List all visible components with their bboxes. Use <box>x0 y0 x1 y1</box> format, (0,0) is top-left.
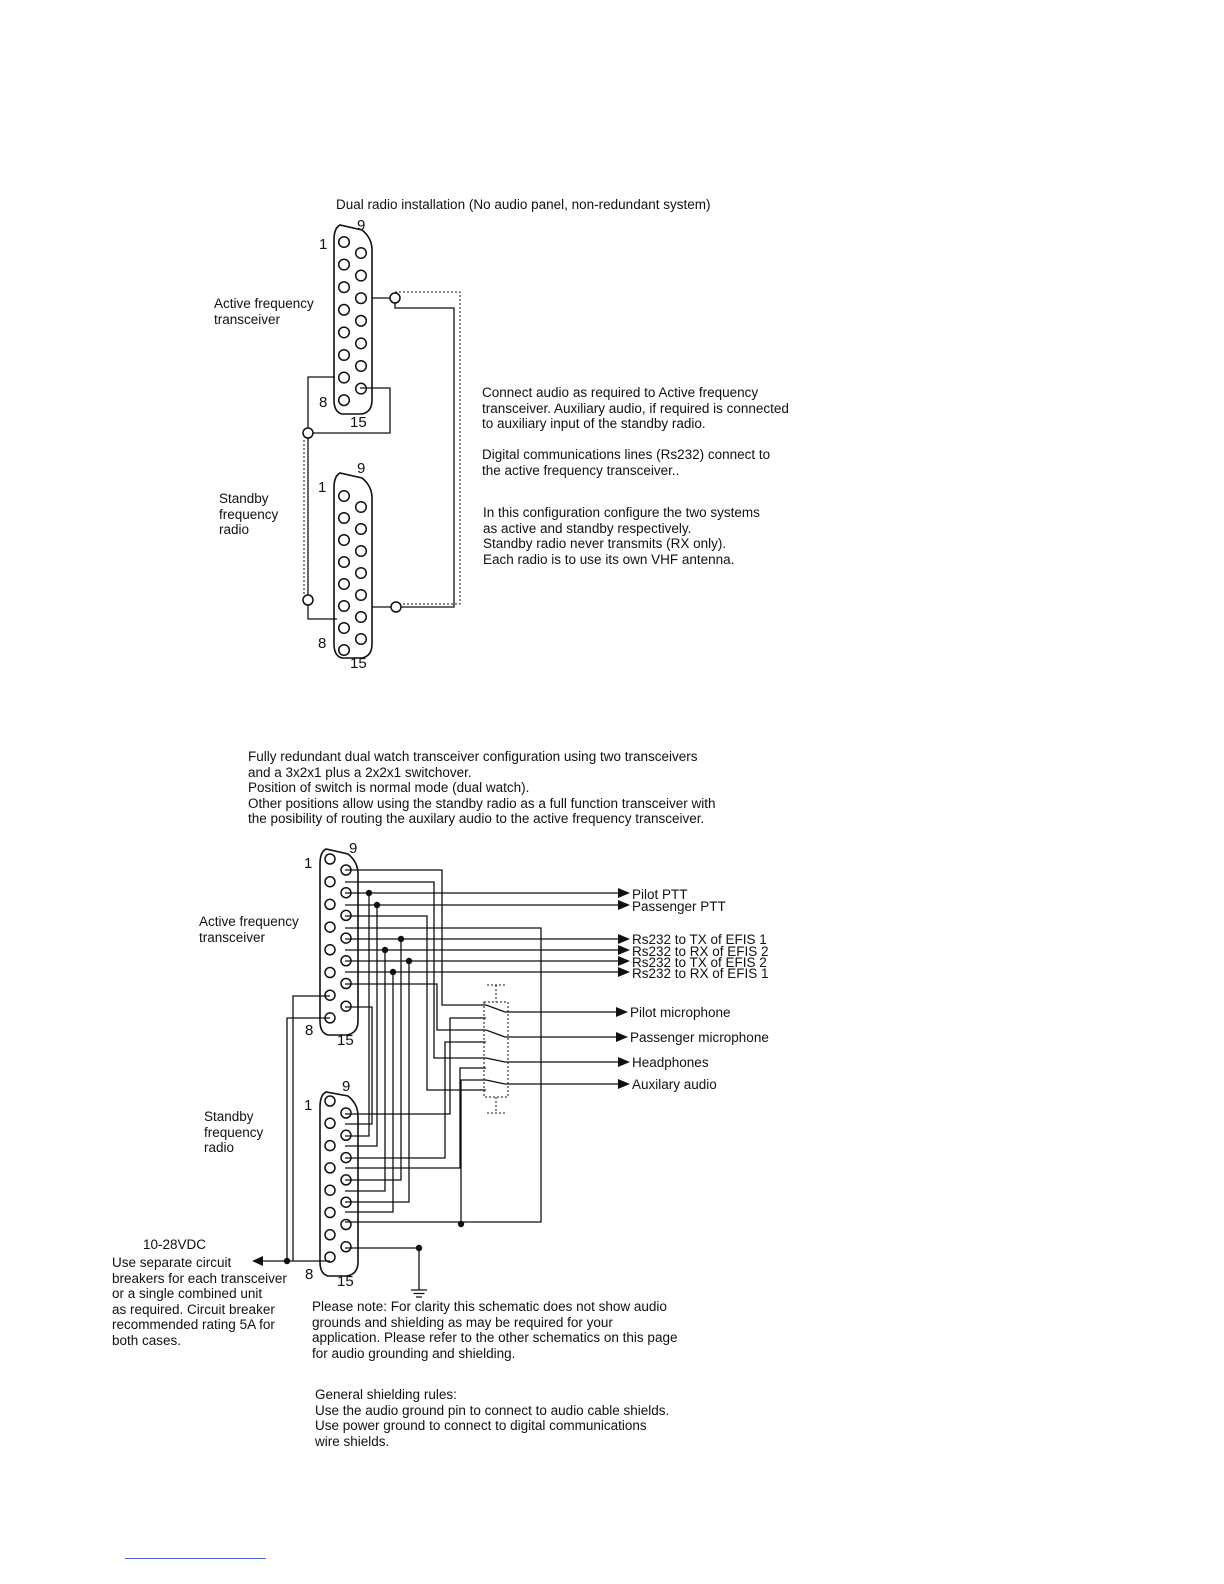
output-pilot-ptt: Pilot PTT <box>632 887 688 902</box>
arrow-head-icon <box>618 1057 630 1067</box>
wire-junction-dot <box>382 947 388 953</box>
connector-pin <box>356 612 367 623</box>
connector-pin <box>339 372 350 383</box>
d2-standby-connector <box>304 1078 358 1290</box>
d1-active-pin-15-label: 15 <box>350 414 367 431</box>
d2-wire <box>345 870 486 1005</box>
connector-pin <box>341 933 351 943</box>
d1-wiring <box>303 292 460 619</box>
d2-title-line: Position of switch is normal mode (dual watch). <box>248 780 530 796</box>
arrow-head-icon <box>618 1079 630 1089</box>
output-rs232-tx-efis1: Rs232 to TX of EFIS 1 <box>632 932 767 947</box>
d1-standby-label-line: Standby <box>219 491 269 506</box>
diagram1-title: Dual radio installation (No audio panel, non-redundant system) <box>336 197 711 212</box>
d1-standby-label-line: frequency <box>219 506 279 522</box>
connector-pin <box>339 557 350 568</box>
please-note-line: application. Please refer to the other schematics on this page <box>312 1330 678 1346</box>
connector-pin <box>356 568 367 579</box>
d2-active-pin-1-label: 1 <box>304 855 313 872</box>
ground-icon <box>411 1290 427 1297</box>
power-note-line: recommended rating 5A for <box>112 1317 275 1333</box>
connector-pin <box>356 248 367 259</box>
please-note-line: grounds and shielding as may be required for your <box>312 1314 613 1330</box>
d1-note-line: as active and standby respectively. <box>483 520 692 536</box>
d1-standby-connector <box>318 460 372 672</box>
please-note-line: for audio grounding and shielding. <box>312 1345 516 1361</box>
d1-shield-junction <box>391 602 401 612</box>
connector-pin <box>339 259 350 270</box>
connector-pin <box>325 1185 335 1195</box>
d1-shield-junction <box>390 293 400 303</box>
connector-pin <box>341 1220 351 1230</box>
d1-note-line: Each radio is to use its own VHF antenna. <box>483 551 735 567</box>
d1-standby-pin-8-label: 8 <box>318 635 327 652</box>
d2-wiring <box>258 870 620 1290</box>
connector-pin <box>356 316 367 327</box>
arrow-head-icon <box>618 945 630 955</box>
connector-pin <box>356 524 367 535</box>
power-label: 10-28VDC <box>143 1237 207 1252</box>
connector-pin <box>325 877 335 887</box>
ground-symbol <box>411 1290 427 1297</box>
connector-pin <box>341 1108 351 1118</box>
connector-pin <box>339 623 350 634</box>
connector-pin <box>325 945 335 955</box>
d2-standby-pin-9-label: 9 <box>342 1078 351 1095</box>
power-note-line: both cases. <box>112 1332 182 1348</box>
connector-pin <box>339 535 350 546</box>
d1-shield <box>395 292 460 604</box>
arrow-head-icon <box>616 1032 628 1042</box>
connector-pin <box>356 546 367 557</box>
output-labels <box>630 887 769 1092</box>
connector-pin <box>325 1230 335 1240</box>
shielding-rules-line: wire shields. <box>315 1433 390 1449</box>
wire-junction-dot <box>374 902 380 908</box>
d2-standby-pin-1-label: 1 <box>304 1097 313 1114</box>
connector-pin <box>341 1130 351 1140</box>
connector-pin <box>356 270 367 281</box>
arrow-head-icon <box>618 900 630 910</box>
d2-wire <box>461 1080 486 1224</box>
switchover-switch <box>484 985 508 1113</box>
d1-active-pin-8-label: 8 <box>319 394 328 411</box>
d2-title-line: Fully redundant dual watch transceiver configuration using two transceivers <box>248 749 698 764</box>
d1-active-connector <box>319 217 372 431</box>
output-headphones: Headphones <box>632 1055 709 1070</box>
connector-pin <box>325 922 335 932</box>
d1-active-label-line: Active frequency <box>214 296 314 311</box>
wire-junction-dot <box>406 958 412 964</box>
connector-pin <box>356 634 367 645</box>
power-note-line: as required. Circuit breaker <box>112 1301 275 1317</box>
d1-shield-junction <box>303 428 313 438</box>
connector-pin <box>325 990 335 1000</box>
connector-pin <box>339 491 350 502</box>
d1-note-line: Connect audio as required to Active frequency <box>482 385 759 400</box>
power-note-line: breakers for each transceiver <box>112 1270 287 1286</box>
switch-actuator <box>487 985 505 1113</box>
connector-pin <box>339 395 350 406</box>
connector-pin <box>339 305 350 316</box>
output-arrows <box>616 888 630 1089</box>
d1-active-pin-1-label: 1 <box>319 236 328 253</box>
connector-pin <box>356 361 367 372</box>
d1-shield-junction <box>303 595 313 605</box>
connector-pin <box>325 1141 335 1151</box>
connector-pin <box>356 293 367 304</box>
d2-standby-pin-15-label: 15 <box>337 1273 354 1290</box>
d2-active-label-line: transceiver <box>199 929 266 945</box>
arrow-head-icon <box>618 967 630 977</box>
connector-pin <box>325 854 335 864</box>
connector-pin <box>325 1118 335 1128</box>
output-auxilary-audio: Auxilary audio <box>632 1077 717 1092</box>
output-rs232-rx-efis2: Rs232 to RX of EFIS 2 <box>632 944 769 959</box>
d1-note-line: Standby radio never transmits (RX only). <box>483 536 727 552</box>
d2-active-pin-8-label: 8 <box>305 1022 314 1039</box>
power-note-line: Use separate circuit <box>112 1255 232 1270</box>
d1-active-pin-9-label: 9 <box>357 217 366 234</box>
d1-note-line: Digital communications lines (Rs232) connect to <box>482 447 771 462</box>
d2-wire <box>345 882 486 1058</box>
connector-pin <box>356 590 367 601</box>
wire-junction-dot <box>284 1258 290 1264</box>
power-note-line: or a single combined unit <box>112 1286 263 1302</box>
connector-pin <box>341 1242 351 1252</box>
arrow-head-icon <box>618 934 630 944</box>
output-rs232-tx-efis2: Rs232 to TX of EFIS 2 <box>632 955 767 970</box>
d1-active-label-line: transceiver <box>214 311 281 327</box>
d1-standby-pin-9-label: 9 <box>357 460 366 477</box>
wire-junction-dot <box>416 1245 422 1251</box>
arrow-head-icon <box>618 956 630 966</box>
connector-pin <box>339 601 350 612</box>
connector-pin <box>356 338 367 349</box>
d1-wire <box>372 298 454 607</box>
d2-title-line: the posibility of routing the auxilary audio to the active frequency transceiver. <box>248 811 705 827</box>
d2-standby-label-line: Standby <box>204 1109 254 1124</box>
switch-contact <box>486 1005 505 1084</box>
shielding-rules-line: Use power ground to connect to digital communications <box>315 1418 647 1434</box>
d1-standby-pin-15-label: 15 <box>350 655 367 672</box>
arrow-head-icon <box>618 888 630 898</box>
d2-title-line: Other positions allow using the standby radio as a full function transceiver with <box>248 795 716 811</box>
d1-standby-label-line: radio <box>219 522 250 538</box>
wire-junction-dot <box>458 1221 464 1227</box>
d2-wire <box>345 916 486 1090</box>
d2-active-pin-9-label: 9 <box>349 840 358 857</box>
connector-pin <box>339 645 350 656</box>
d2-wire <box>345 1018 486 1114</box>
output-pilot-microphone: Pilot microphone <box>630 1005 731 1020</box>
shielding-rules-line: General shielding rules: <box>315 1387 457 1402</box>
connector-pin <box>339 579 350 590</box>
d2-standby-pin-8-label: 8 <box>305 1266 314 1283</box>
connector-pin <box>339 327 350 338</box>
wire-junction-dot <box>390 969 396 975</box>
d1-standby-pin-1-label: 1 <box>318 479 327 496</box>
connector-pin <box>339 237 350 248</box>
connector-pin <box>339 282 350 293</box>
d1-note-line: In this configuration configure the two systems <box>483 505 760 520</box>
d2-active-label-line: Active frequency <box>199 914 299 929</box>
d2-wire <box>345 1068 486 1168</box>
output-passenger-ptt: Passenger PTT <box>632 899 726 914</box>
connector-pin <box>325 1208 335 1218</box>
connector-pin <box>341 1001 351 1011</box>
connector-pin <box>325 1163 335 1173</box>
output-passenger-microphone: Passenger microphone <box>630 1030 769 1045</box>
d2-title-line: and a 3x2x1 plus a 2x2x1 switchover. <box>248 764 472 780</box>
d1-note-line: transceiver. Auxiliary audio, if required is connected <box>482 400 789 416</box>
connector-pin <box>339 350 350 361</box>
d2-wire <box>345 1042 486 1158</box>
output-rs232-rx-efis1: Rs232 to RX of EFIS 1 <box>632 966 769 981</box>
wire-junction-dot <box>366 890 372 896</box>
connector-pin <box>339 513 350 524</box>
d2-junctions <box>284 890 464 1264</box>
connector-pin <box>325 968 335 978</box>
shielding-rules-line: Use the audio ground pin to connect to audio cable shields. <box>315 1402 670 1418</box>
connector-pin <box>356 502 367 513</box>
d2-standby-label-line: frequency <box>204 1124 264 1140</box>
connector-pin <box>325 899 335 909</box>
d1-note-line: the active frequency transceiver.. <box>482 462 680 478</box>
d2-standby-label-line: radio <box>204 1140 235 1156</box>
connector-pin <box>325 1096 335 1106</box>
arrow-head-icon <box>616 1007 628 1017</box>
power-arrow-icon <box>252 1256 263 1266</box>
d2-active-pin-15-label: 15 <box>337 1032 354 1049</box>
wire-junction-dot <box>398 936 404 942</box>
d1-note-line: to auxiliary input of the standby radio. <box>482 416 706 432</box>
please-note-line: Please note: For clarity this schematic does not show audio <box>312 1299 667 1314</box>
